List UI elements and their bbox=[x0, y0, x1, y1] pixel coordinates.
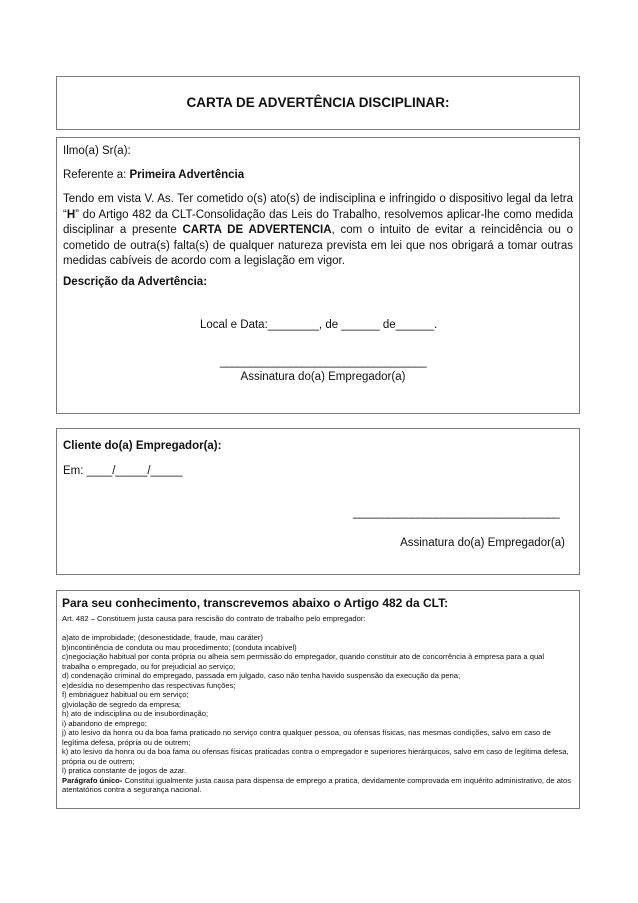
law-paragraph bbox=[62, 776, 573, 795]
law-intro: Art. 482 – Constituem justa causa para rescisão do contrato de trabalho pelo empregador: bbox=[62, 614, 366, 623]
law-item: e)desídia no desempenho das respectivas funções; bbox=[62, 680, 236, 690]
law-item: c)negociação habitual por conta própria ou alheia sem permissão do empregador, quando constituir ato de concorrência à empresa para a qual trabalha o empregado, ou for prejudicial ao serviço; bbox=[62, 652, 545, 671]
referente-line bbox=[63, 169, 573, 181]
law-item: b)incontinência de conduta ou mau procedimento; (conduta incabível) bbox=[62, 642, 297, 652]
letter-text-part-2: ” do Artigo 482 da CLT-Consolidação das Leis do Trabalho, resolvemos aplicar-lhe como medida disciplinar a presente bbox=[63, 208, 573, 236]
letter-text-bold: CARTA DE ADVERTENCIA bbox=[182, 224, 332, 236]
client-label: Cliente do(a) Empregador(a): bbox=[63, 440, 222, 452]
law-item: i) abandono de emprego; bbox=[62, 718, 147, 728]
date-line: Em: ____/_____/_____ bbox=[63, 465, 183, 477]
referente-value: Primeira Advertência bbox=[129, 169, 245, 181]
referente-label: Referente a: bbox=[63, 169, 130, 181]
salutation: Ilmo(a) Sr(a): bbox=[63, 145, 131, 157]
letter-body-box bbox=[56, 137, 580, 414]
law-item: k) ato lesivo da honra ou da boa fama ou ofensas físicas praticadas contra o empregador e superiores hierárquicos, salvo em caso de legítima defesa, própria ou de outrem; bbox=[62, 747, 569, 766]
letter-text-part-1: Tendo em vista V. As. Ter cometido o(s) ato(s) de indisciplina e infringido o dispositivo legal da letra “ bbox=[63, 193, 573, 221]
law-paragraph-label: Parágrafo único- bbox=[62, 775, 123, 785]
law-title: Para seu conhecimento, transcrevemos abaixo o Artigo 482 da CLT: bbox=[62, 596, 449, 610]
law-item: d) condenação criminal do empregado, passada em julgado, caso não tenha havido suspensão da execução da pena; bbox=[62, 671, 461, 680]
law-paragraph-text: Constitui igualmente justa causa para dispensa de emprego a pratica, devidamente comprovada em inquérito administrativo, de atos atentatórios contra a segurança nacional. bbox=[62, 775, 572, 794]
letter-text-part-3: , com o intuito de evitar a reincidência ou o cometido de outra(s) falta(s) de qualquer natureza prevista em lei que nos obrigará a tomar outras medidas cabíveis de acordo com a legislação em vigor. bbox=[63, 224, 573, 267]
client-box bbox=[56, 428, 580, 575]
law-item: g)violação de segredo da empresa; bbox=[62, 699, 182, 709]
law-item: j) ato lesivo da honra ou da boa fama praticado no serviço contra qualquer pessoa, ou ofensas físicas, nas mesmas condições, salvo em caso de legítima defesa, própria ou de outrem; bbox=[62, 728, 551, 747]
signature-line: ___________________________________ bbox=[219, 356, 427, 368]
client-signature-label: Assinatura do(a) Empregador(a) bbox=[400, 537, 565, 549]
letter-text-letter: H bbox=[66, 208, 76, 221]
law-item: a)ato de improbidade; (desonestidade, fraude, mau caráter) bbox=[62, 633, 263, 642]
signature-label: Assinatura do(a) Empregador(a) bbox=[240, 371, 406, 383]
law-item: h) ato de indisciplina ou de insubordinação; bbox=[62, 709, 209, 718]
law-item: l) pratica constante de jogos de azar. bbox=[62, 766, 187, 775]
law-box bbox=[56, 590, 580, 809]
title-box bbox=[56, 76, 580, 130]
letter-paragraph bbox=[63, 192, 573, 270]
document-title: CARTA DE ADVERTÊNCIA DISCIPLINAR: bbox=[186, 95, 450, 110]
descricao-label: Descrição da Advertência: bbox=[63, 276, 208, 288]
client-signature-line: ___________________________________ bbox=[352, 507, 560, 519]
local-data-line: Local e Data:________, de ______ de______. bbox=[200, 319, 438, 331]
law-list bbox=[62, 633, 573, 795]
law-item: f) embriaguez habitual ou em serviço; bbox=[62, 690, 189, 699]
